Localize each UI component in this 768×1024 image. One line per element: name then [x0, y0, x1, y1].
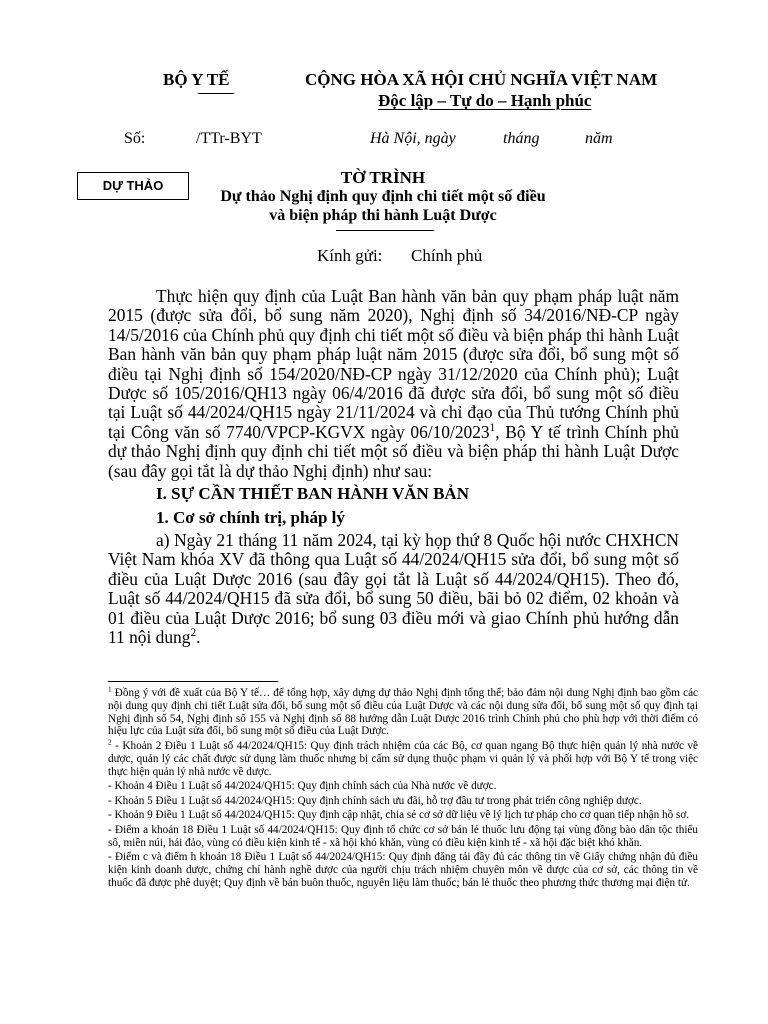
footnote-item	[108, 795, 698, 808]
year-label: năm	[585, 130, 613, 147]
footnote-mark: 1	[108, 685, 112, 694]
footnote-text: - Khoản 9 Điều 1 Luật số 44/2024/QH15: Quy định cập nhật, chia sẻ cơ sở dữ liệu về lý lịch tư pháp cho cơ quan tiếp nhận hồ sơ.	[108, 809, 690, 822]
footnote-ref-2[interactable]: 2	[190, 627, 197, 640]
title-underline	[336, 230, 434, 231]
intro-paragraph	[108, 287, 679, 481]
draft-stamp: DỰ THẢO	[77, 172, 189, 200]
paragraph-a-text: a) Ngày 21 tháng 11 năm 2024, tại kỳ họp thứ 8 Quốc hội nước CHXHCN Việt Nam khóa XV đã thông qua Luật số 44/2024/QH15 sửa đổi, bổ sung một số điều của Luật Dược 2016 (sau đây gọi tắt là Luật số 44/2024/QH15). Theo đó, Luật số 44/2024/QH15 đã sửa đổi, bổ sung 50 điều, bãi bỏ 02 điểm, 02 khoản và 01 điều của Luật Dược 2016; bổ sung 03 điều mới và giao Chính phủ hướng dẫn 11 nội dung	[108, 530, 679, 648]
month-label: tháng	[503, 130, 540, 147]
intro-text: Thực hiện quy định của Luật Ban hành văn bản quy phạm pháp luật năm 2015 (được sửa đổi, bổ sung năm 2020), Nghị định số 34/2016/NĐ-CP ngày 14/5/2016 của Chính phủ quy định chi tiết một số điều và biện pháp thi hành Luật Ban hành văn bản quy phạm pháp luật năm 2015 (được sửa đổi, bổ sung một số điều tại Nghị định số 154/2020/NĐ-CP ngày 31/12/2020 của Chính phủ); Luật Dược số 105/2016/QH13 ngày 06/4/2016 đã được sửa đổi, bổ sung một số điều tại Luật số 44/2024/QH15 ngày 21/11/2024 và chỉ đạo của Thủ tướng Chính phủ tại Công văn số 7740/VPCP-KGVX ngày 06/10/2023	[108, 286, 679, 442]
place-date: Hà Nội, ngày	[370, 130, 456, 147]
ministry-name: BỘ Y TẾ	[163, 70, 230, 89]
country-name: CỘNG HÒA XÃ HỘI CHỦ NGHĨA VIỆT NAM	[305, 70, 658, 89]
footnote-ref-1[interactable]: 1	[489, 422, 496, 435]
section-heading: I. SỰ CẦN THIẾT BAN HÀNH VĂN BẢN	[156, 484, 469, 503]
footnote-separator	[108, 681, 278, 682]
document-type: TỜ TRÌNH	[340, 168, 426, 187]
footnotes	[108, 687, 698, 892]
footnote-text: - Khoản 5 Điều 1 Luật số 44/2024/QH15: Quy định chính sách ưu đãi, hỗ trợ đầu tư trong phát triển công nghiệp dược.	[108, 794, 642, 807]
document-number: /TTr-BYT	[196, 130, 262, 147]
footnote-mark: 2	[108, 738, 112, 747]
footnote-text: - Điểm c và điểm h khoản 18 Điều 1 Luật số 44/2024/QH15: Quy định đăng tải đầy đủ các thông tin về Giấy chứng nhận đủ điều kiện kinh doanh dược, chứng chỉ hành nghề dược của người chịu trách nhiệm chuyên môn về dược của cơ sở, các thông tin về thuốc đã được phê duyệt; Quy định về bán buôn thuốc, nguyên liệu làm thuốc; bán lẻ thuốc theo phương thức thương mại điện tử.	[108, 851, 698, 889]
ministry-underline	[198, 93, 234, 94]
footnote-item	[108, 809, 698, 822]
recipient-label: Kính gửi:	[317, 246, 383, 265]
document-subject-line-2: và biện pháp thi hành Luật Dược	[269, 207, 497, 224]
paragraph-a-end: .	[196, 627, 201, 648]
paragraph-a	[108, 531, 679, 647]
document-subject-line-1: Dự thảo Nghị định quy định chi tiết một số điều	[220, 188, 546, 205]
national-motto: Độc lập – Tự do – Hạnh phúc	[378, 91, 592, 110]
footnote-text: - Khoản 2 Điều 1 Luật số 44/2024/QH15: Quy định trách nhiệm của các Bộ, cơ quan ngang Bộ thực hiện quản lý nhà nước về dược, quản lý các chất được sử dụng làm thuốc nhưng bị cấm sử dụng thuộc phạm vi quản lý và phối hợp với Bộ Y tế trong việc thực hiện quản lý nhà nước về dược.	[108, 739, 698, 778]
footnote-text: - Điểm a khoản 18 Điều 1 Luật số 44/2024/QH15: Quy định tổ chức cơ sở bán lẻ thuốc lưu động tại vùng đồng bào dân tộc thiểu số, miền núi, hải đảo, vùng có điều kiện kinh tế - xã hội khó khăn, vùng có điều kiện kinh tế - xã hội đặc biệt khó khăn.	[108, 823, 698, 849]
footnote-item	[108, 851, 698, 889]
subsection-heading: 1. Cơ sở chính trị, pháp lý	[156, 508, 345, 527]
footnote-item	[108, 780, 698, 793]
recipient-name: Chính phủ	[411, 246, 483, 265]
footnote-text: - Khoản 4 Điều 1 Luật số 44/2024/QH15: Quy định chính sách của Nhà nước về dược.	[108, 780, 497, 793]
number-label: Số:	[124, 130, 146, 147]
footnote-item	[108, 824, 698, 850]
footnote-text: Đồng ý với đề xuất của Bộ Y tế… để tổng hợp, xây dựng dự thảo Nghị định tổng thể; bảo đảm nội dung Nghị định bao gồm các nội dung quy định chi tiết Luật sửa đổi, bổ sung một số điều của Luật Dược và các nội dung sửa đổi, bổ sung một số quy định tại Nghị định số 54, Nghị định số 155 và Nghị định số 88 hướng dẫn Luật Dược 2016 trình Chính phủ cho phù hợp với thời điểm có hiệu lực của Luật sửa đổi, bổ sung một số điều của Luật Dược.	[108, 687, 698, 738]
intro-text-cont: , Bộ Y tế trình Chính phủ dự thảo Nghị định quy định chi tiết một số điều và biện pháp thi hành Luật Dược (sau đây gọi tắt là dự thảo Nghị định) như sau:	[108, 421, 679, 481]
footnote-item	[108, 740, 698, 778]
footnote-item	[108, 687, 698, 738]
